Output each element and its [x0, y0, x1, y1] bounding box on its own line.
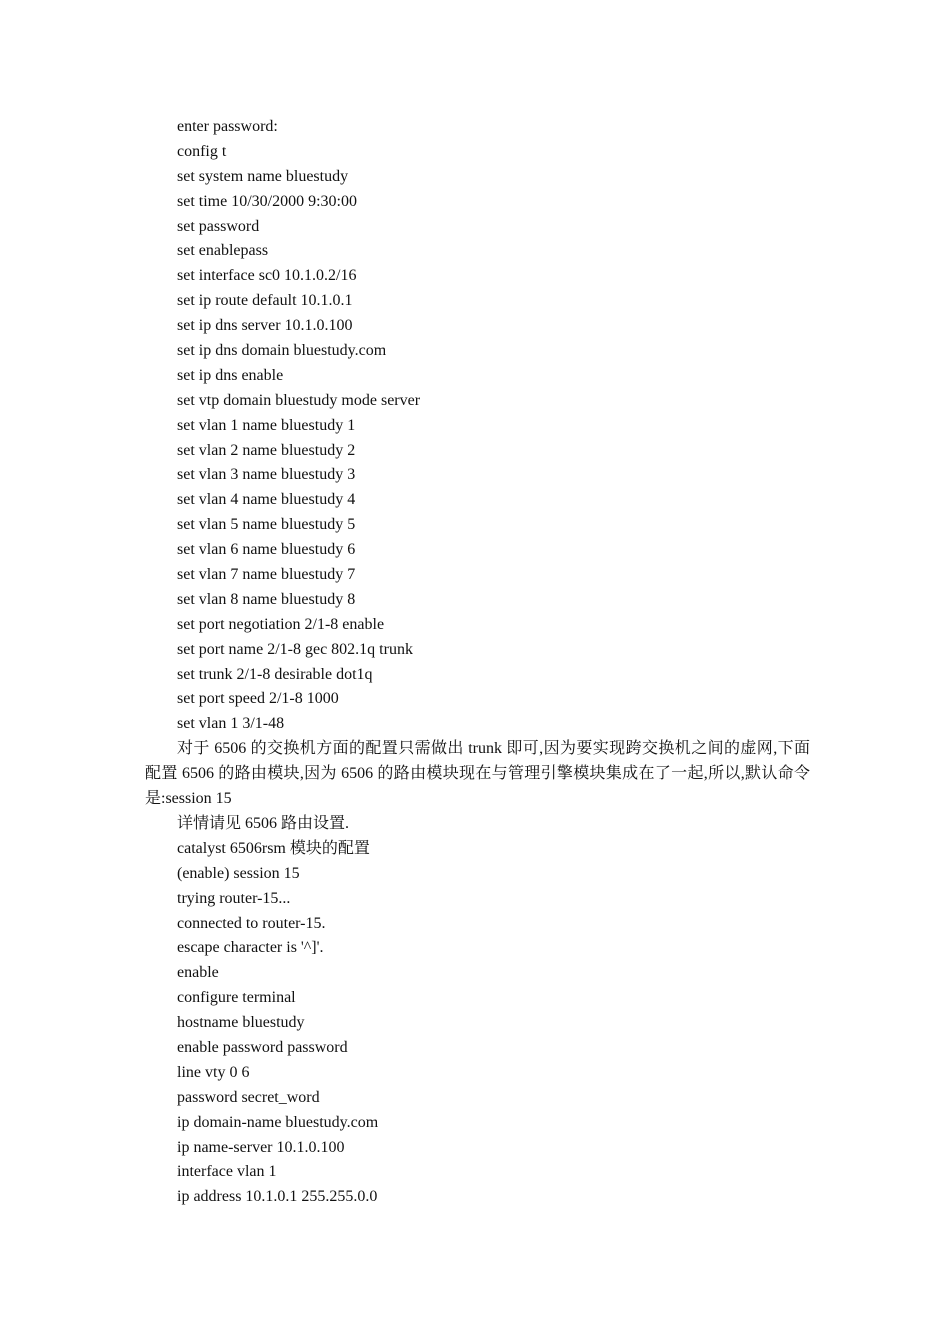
- command-line: set trunk 2/1-8 desirable dot1q: [177, 665, 373, 683]
- command-line: 详情请见 6506 路由设置.: [177, 814, 350, 832]
- command-line: set system name bluestudy: [177, 167, 349, 185]
- command-line: password secret_word: [177, 1088, 320, 1106]
- command-line: hostname bluestudy: [177, 1014, 305, 1032]
- command-line: set ip route default 10.1.0.1: [177, 292, 353, 310]
- command-line: set time 10/30/2000 9:30:00: [177, 192, 357, 210]
- command-line: set interface sc0 10.1.0.2/16: [177, 267, 357, 285]
- command-line: set vlan 5 name bluestudy 5: [177, 516, 356, 534]
- command-line: set vlan 4 name bluestudy 4: [177, 491, 356, 509]
- command-line: ip domain-name bluestudy.com: [177, 1113, 379, 1131]
- router-command-list: [145, 812, 810, 1210]
- command-line: catalyst 6506rsm 模块的配置: [177, 839, 370, 857]
- command-line: set vlan 1 name bluestudy 1: [177, 416, 356, 434]
- command-line: line vty 0 6: [177, 1063, 250, 1081]
- body-paragraph: 对于 6506 的交换机方面的配置只需做出 trunk 即可,因为要实现跨交换机之间的虚网,下面配置 6506 的路由模块,因为 6506 的路由模块现在与管理引擎模块集成在了一起,所以,默认命令是:session 15: [145, 740, 810, 808]
- command-line: set vlan 1 3/1-48: [177, 715, 285, 733]
- command-line: config t: [177, 142, 227, 160]
- switch-command-list: [145, 115, 810, 737]
- command-line: connected to router-15.: [177, 914, 326, 932]
- command-line: set vtp domain bluestudy mode server: [177, 391, 421, 409]
- command-line: set port speed 2/1-8 1000: [177, 690, 339, 708]
- command-line: enable: [177, 964, 219, 982]
- command-line: ip address 10.1.0.1 255.255.0.0: [177, 1188, 378, 1206]
- command-line: trying router-15...: [177, 889, 291, 907]
- command-line: set vlan 7 name bluestudy 7: [177, 566, 356, 584]
- command-line: set password: [177, 217, 260, 235]
- command-line: set ip dns domain bluestudy.com: [177, 342, 387, 360]
- command-line: escape character is '^]'.: [177, 939, 324, 957]
- command-line: set vlan 8 name bluestudy 8: [177, 590, 356, 608]
- command-line: set port name 2/1-8 gec 802.1q trunk: [177, 640, 413, 658]
- command-line: set ip dns enable: [177, 366, 284, 384]
- command-line: configure terminal: [177, 989, 296, 1007]
- command-line: ip name-server 10.1.0.100: [177, 1138, 345, 1156]
- command-line: set vlan 3 name bluestudy 3: [177, 466, 356, 484]
- command-line: set ip dns server 10.1.0.100: [177, 317, 353, 335]
- command-line: set enablepass: [177, 242, 269, 260]
- command-line: set vlan 6 name bluestudy 6: [177, 541, 356, 559]
- command-line: enter password:: [177, 118, 278, 135]
- command-line: enable password password: [177, 1039, 348, 1056]
- document-body: [145, 115, 810, 1210]
- command-line: set port negotiation 2/1-8 enable: [177, 615, 385, 633]
- command-line: interface vlan 1: [177, 1163, 277, 1181]
- command-line: set vlan 2 name bluestudy 2: [177, 441, 356, 459]
- command-line: (enable) session 15: [177, 864, 300, 882]
